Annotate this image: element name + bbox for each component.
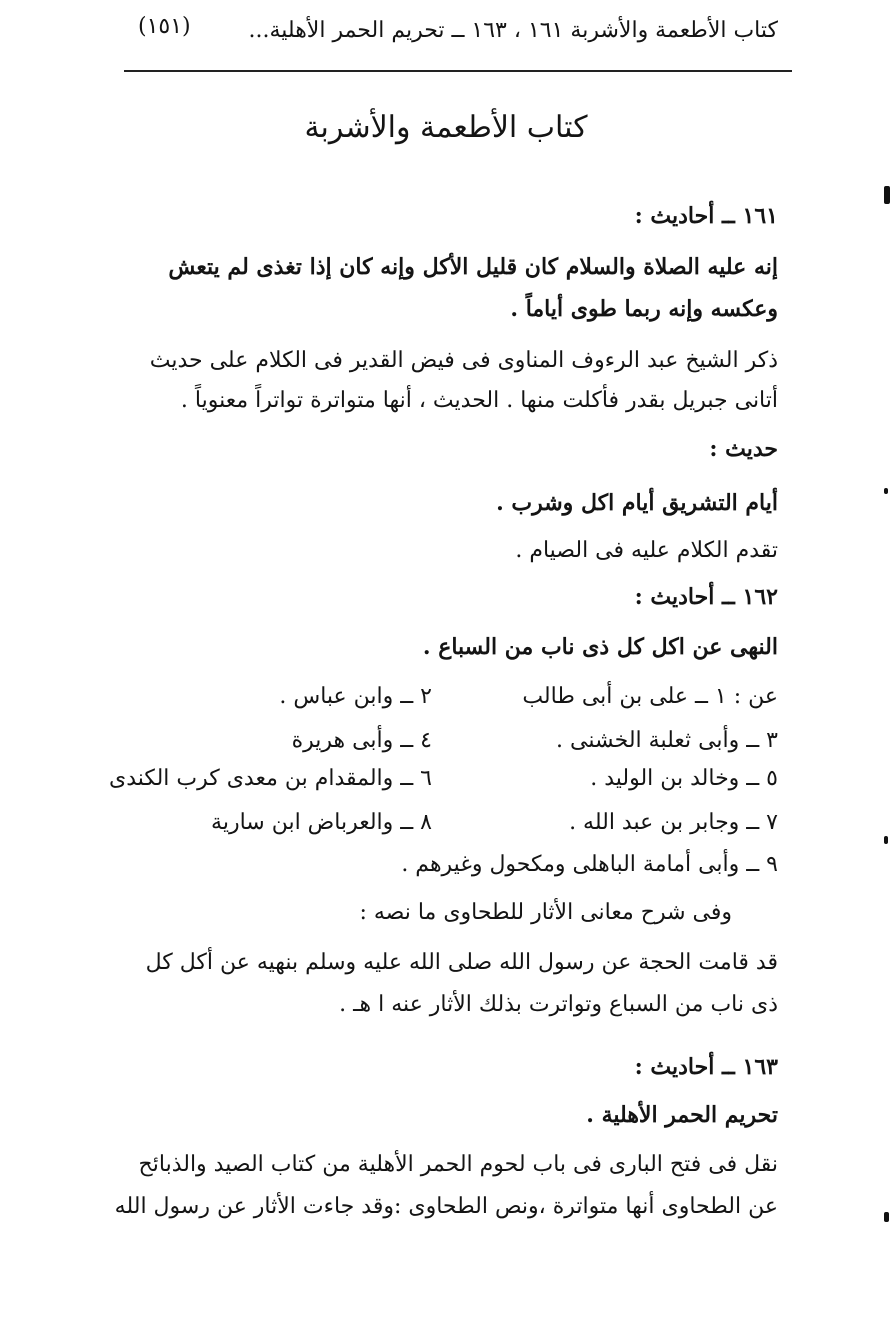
narrator-3: ٣ ــ وأبى ثعلبة الخشنى . bbox=[556, 728, 778, 753]
commentary-162-quote-line-1: قد قامت الحجة عن رسول الله صلى الله عليه وسلم بنهيه عن أكل كل bbox=[145, 950, 778, 975]
header-rule bbox=[124, 70, 792, 72]
scan-edge-mark bbox=[884, 836, 888, 844]
section-heading-161: ١٦١ ــ أحاديث : bbox=[634, 203, 778, 229]
commentary-163-line-2: عن الطحاوى أنها متواترة ،ونص الطحاوى :وقد جاءت الأثار عن رسول الله bbox=[114, 1194, 778, 1219]
hadith-text-162: النهى عن اكل كل ذى ناب من السباع . bbox=[422, 634, 778, 660]
narrator-9: ٩ ــ وأبى أمامة الباهلى ومكحول وغيرهم . bbox=[401, 852, 778, 877]
narrator-5: ٥ ــ وخالد بن الوليد . bbox=[590, 766, 778, 791]
scan-edge-mark bbox=[884, 186, 890, 204]
commentary-161-line-1: ذكر الشيخ عبد الرءوف المناوى فى فيض القدير فى الكلام على حديث bbox=[149, 348, 778, 373]
narrator-2: ٢ ــ وابن عباس . bbox=[279, 684, 432, 709]
scan-edge-mark bbox=[884, 1212, 889, 1222]
narrator-7: ٧ ــ وجابر بن عبد الله . bbox=[569, 810, 778, 835]
commentary-162-intro: وفى شرح معانى الأثار للطحاوى ما نصه : bbox=[359, 900, 732, 925]
chapter-title: كتاب الأطعمة والأشربة bbox=[304, 110, 588, 145]
hadith-text-161-line-1: إنه عليه الصلاة والسلام كان قليل الأكل وإنه كان إذا تغذى لم يتعش bbox=[168, 254, 778, 280]
running-head: كتاب الأطعمة والأشربة ١٦١ ، ١٦٣ ــ تحريم الحمر الأهلية... bbox=[248, 18, 778, 43]
scan-edge-mark bbox=[884, 488, 888, 494]
narrator-8: ٨ ــ والعرباض ابن سارية bbox=[211, 810, 432, 835]
commentary-162-quote-line-2: ذى ناب من السباع وتواترت بذلك الأثار عنه ا هـ . bbox=[339, 992, 778, 1017]
narrator-1: عن : ١ ــ على بن أبى طالب bbox=[522, 684, 778, 709]
page-number: (١٥١) bbox=[138, 14, 191, 39]
section-heading-163: ١٦٣ ــ أحاديث : bbox=[634, 1054, 778, 1080]
narrator-6: ٦ ــ والمقدام بن معدى كرب الكندى bbox=[109, 766, 432, 791]
commentary-tashriq: تقدم الكلام عليه فى الصيام . bbox=[515, 538, 778, 563]
hadith-text-tashriq: أيام التشريق أيام اكل وشرب . bbox=[496, 490, 778, 516]
narrator-4: ٤ ــ وأبى هريرة bbox=[291, 728, 432, 753]
commentary-161-line-2: أتانى جبريل بقدر فأكلت منها . الحديث ، أنها متواترة تواتراً معنوياً . bbox=[180, 388, 778, 413]
section-heading-162: ١٦٢ ــ أحاديث : bbox=[634, 584, 778, 610]
commentary-163-line-1: نقل فى فتح البارى فى باب لحوم الحمر الأهلية من كتاب الصيد والذبائح bbox=[138, 1152, 778, 1177]
hadith-text-163: تحريم الحمر الأهلية . bbox=[586, 1102, 778, 1128]
hadith-text-161-line-2: وعكسه وإنه ربما طوى أياماً . bbox=[510, 296, 778, 322]
section-heading-hadith: حديث : bbox=[709, 436, 778, 462]
